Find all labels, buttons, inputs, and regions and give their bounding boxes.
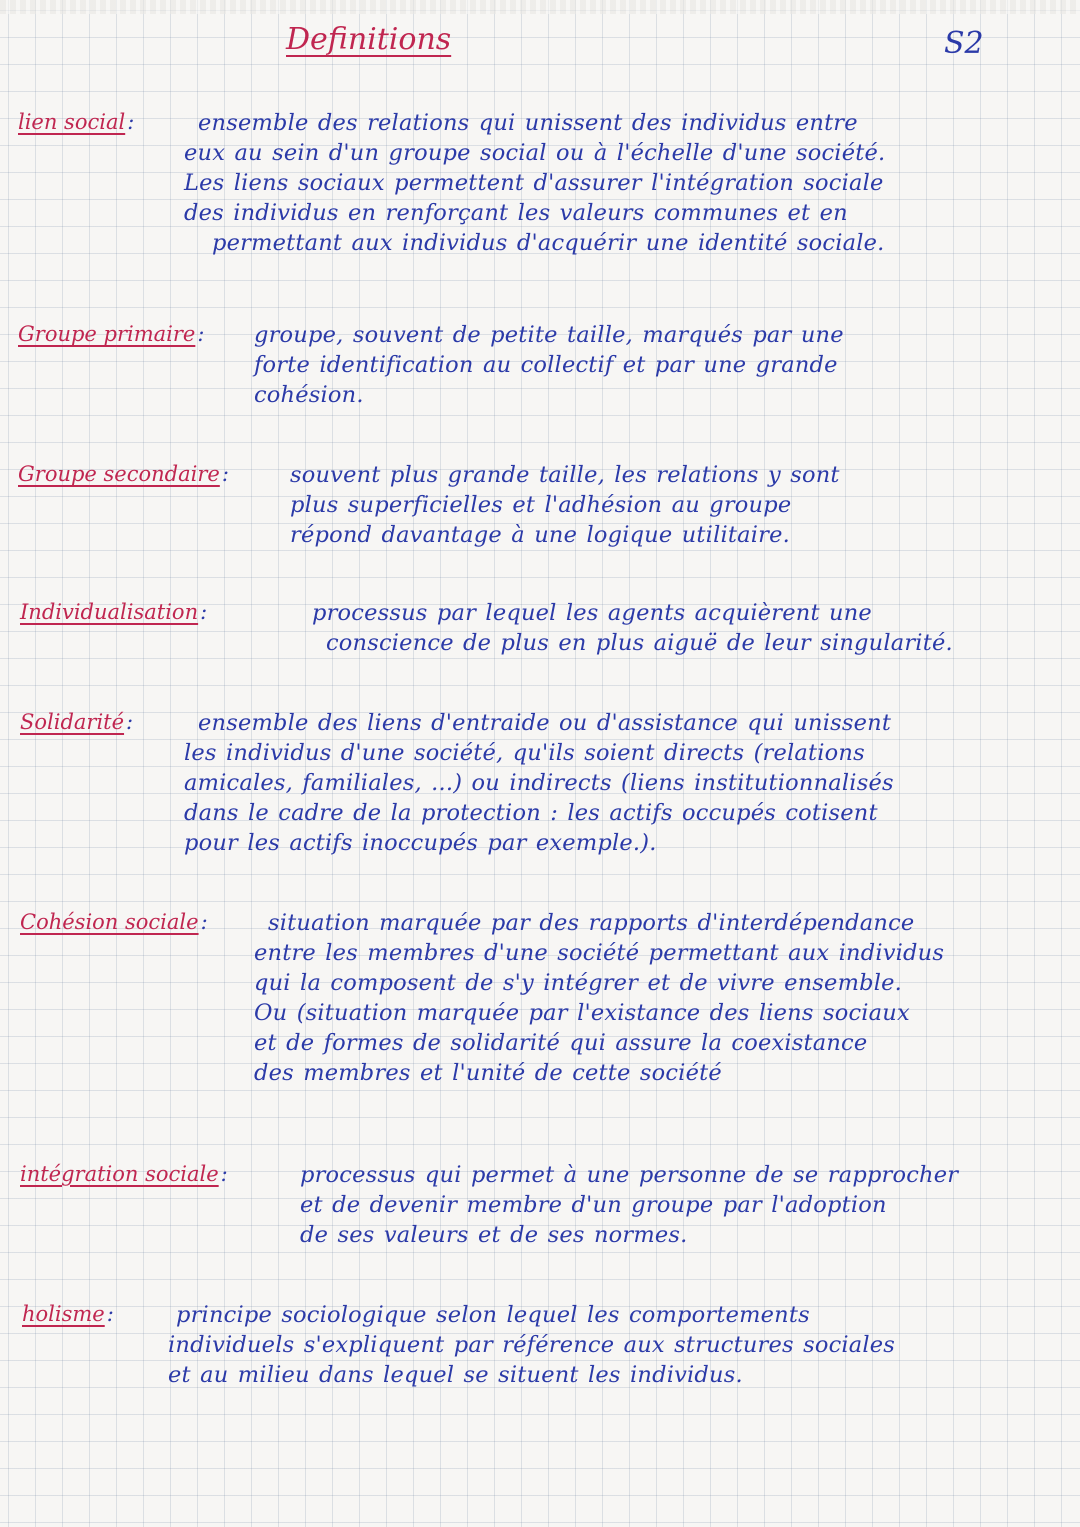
definition-line: dans le cadre de la protection : les actifs occupés cotisent	[184, 800, 878, 826]
definition-line: individuels s'expliquent par référence aux structures sociales	[168, 1332, 896, 1358]
definition-line: forte identification au collectif et par une grande	[254, 352, 838, 378]
definition-line: entre les membres d'une société permettant aux individus	[254, 940, 945, 966]
term-label: Groupe primaire:	[18, 322, 205, 346]
term-label: Cohésion sociale:	[20, 910, 208, 934]
definition-line: les individus d'une société, qu'ils soient directs (relations	[184, 740, 865, 766]
definition-line: eux au sein d'un groupe social ou à l'échelle d'une société.	[184, 140, 886, 166]
definition-line: Ou (situation marquée par l'existance des liens sociaux	[254, 1000, 910, 1026]
term-text: Cohésion sociale	[20, 910, 199, 934]
term-label: Solidarité:	[20, 710, 134, 734]
term-label: Groupe secondaire:	[18, 462, 229, 486]
definition-line: et au milieu dans lequel se situent les individus.	[168, 1362, 743, 1388]
definition-line: groupe, souvent de petite taille, marqués par une	[254, 322, 844, 348]
definition-line: qui la composent de s'y intégrer et de vivre ensemble.	[254, 970, 902, 996]
term-label: Individualisation:	[20, 600, 208, 624]
definition-text	[254, 908, 1066, 1088]
definition-text	[184, 108, 1066, 258]
definition-line: et de devenir membre d'un groupe par l'adoption	[300, 1192, 887, 1218]
definition-line: souvent plus grande taille, les relations y sont	[290, 462, 840, 488]
definition-line: de ses valeurs et de ses normes.	[300, 1222, 688, 1248]
definition-text	[300, 1160, 1066, 1250]
definition-text	[254, 320, 1066, 410]
term-text: Groupe secondaire	[18, 462, 220, 486]
definition-line: principe sociologique selon lequel les comportements	[176, 1302, 810, 1328]
definition-text	[312, 598, 1066, 658]
page-title: Definitions	[286, 22, 452, 57]
term-text: Groupe primaire	[18, 322, 196, 346]
term-text: holisme	[22, 1302, 105, 1326]
definition-text	[184, 708, 1066, 858]
definition-line: ensemble des relations qui unissent des individus entre	[198, 110, 858, 136]
definition-line: processus qui permet à une personne de se rapprocher	[300, 1162, 959, 1188]
definition-line: permettant aux individus d'acquérir une identité sociale.	[212, 230, 885, 256]
definition-line: pour les actifs inoccupés par exemple.).	[184, 830, 657, 856]
definition-line: et de formes de solidarité qui assure la coexistance	[254, 1030, 868, 1056]
definition-line: des membres et l'unité de cette société	[254, 1060, 722, 1086]
definition-line: répond davantage à une logique utilitaire.	[290, 522, 790, 548]
term-label: lien social:	[18, 110, 135, 134]
definition-line: des individus en renforçant les valeurs communes et en	[184, 200, 848, 226]
term-text: Solidarité	[20, 710, 125, 734]
term-text: Individualisation	[20, 600, 199, 624]
term-text: intégration sociale	[20, 1162, 219, 1186]
definition-line: conscience de plus en plus aiguë de leur singularité.	[326, 630, 953, 656]
term-text: lien social	[18, 110, 126, 134]
definition-line: amicales, familiales, ...) ou indirects (liens institutionnalisés	[184, 770, 894, 796]
term-label: intégration sociale:	[20, 1162, 228, 1186]
page-number: S2	[944, 26, 984, 61]
definition-text	[168, 1300, 1066, 1390]
definition-line: cohésion.	[254, 382, 364, 408]
definition-line: processus par lequel les agents acquièrent une	[312, 600, 872, 626]
definition-text	[290, 460, 1066, 550]
term-label: holisme:	[22, 1302, 114, 1326]
definition-line: Les liens sociaux permettent d'assurer l'intégration sociale	[184, 170, 884, 196]
definition-line: situation marquée par des rapports d'interdépendance	[268, 910, 915, 936]
definition-line: plus superficielles et l'adhésion au groupe	[290, 492, 792, 518]
definition-line: ensemble des liens d'entraide ou d'assistance qui unissent	[198, 710, 892, 736]
